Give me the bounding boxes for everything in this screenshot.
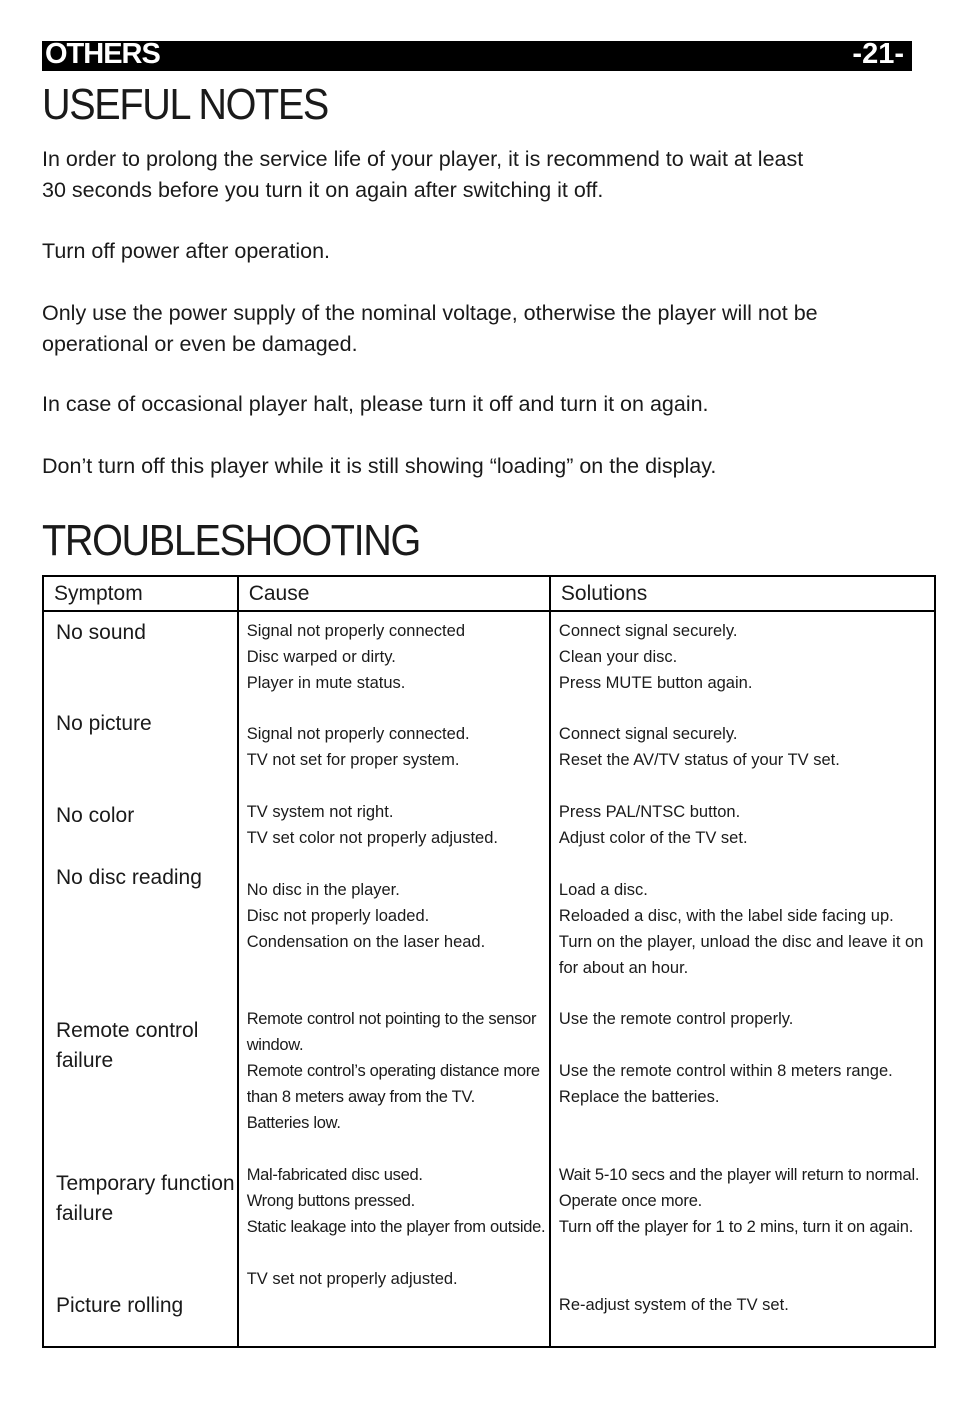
note-paragraph [42,236,922,267]
cause-no-color: TV system not right. TV set color not properly adjusted. [246,803,498,847]
troubleshooting-title: TROUBLESHOOTING [42,516,420,565]
symptom-column [43,611,238,1347]
useful-notes-title: USEFUL NOTES [42,80,328,129]
note-line: In order to prolong the service life of your player, it is recommend to wait at least [42,147,804,171]
solution-no-sound: Connect signal securely. Clean your disc. Press MUTE button again. [558,622,753,692]
note-paragraph [42,144,922,206]
symptom-temporary-function-failure: Temporary function failure [56,1172,235,1225]
solution-no-disc-reading: Load a disc. Reloaded a disc, with the label side facing up. Turn on the player, unload the disc and leave it on for about an hour. [558,881,924,977]
section-label: OTHERS [45,38,160,70]
symptom-no-disc-reading: No disc reading [56,866,202,889]
note-line: Turn off power after operation. [42,239,331,263]
solution-no-color: Press PAL/NTSC button. Adjust color of the TV set. [558,803,748,847]
note-line: Only use the power supply of the nominal voltage, otherwise the player will not be [42,301,818,325]
cause-no-picture: Signal not properly connected. TV not set for proper system. [246,725,470,769]
note-paragraph [42,389,922,420]
solution-temporary-function-failure: Wait 5-10 secs and the player will return to normal. Operate once more. Turn off the player for 1 to 2 mins, turn it on again. [558,1166,920,1236]
header-cause: Cause [238,576,550,611]
note-line: Don’t turn off this player while it is still showing “loading” on the display. [42,454,717,478]
solution-no-picture: Connect signal securely. Reset the AV/TV status of your TV set. [558,725,840,769]
cause-no-disc-reading: No disc in the player. Disc not properly loaded. Condensation on the laser head. [246,881,486,951]
cause-picture-rolling: TV set not properly adjusted. [246,1270,458,1288]
note-line: In case of occasional player halt, please turn it off and turn it on again. [42,392,709,416]
section-header-bar [42,38,912,71]
note-paragraph [42,298,922,360]
troubleshooting-table [42,575,936,1348]
table-body-row [43,611,935,1347]
symptom-picture-rolling: Picture rolling [56,1294,184,1317]
table-header-row [43,576,935,611]
note-line: operational or even be damaged. [42,332,358,356]
symptom-remote-control-failure: Remote control failure [56,1019,199,1072]
cause-remote-control-failure: Remote control not pointing to the sensor window. Remote control’s operating distance more than 8 meters away from the TV. Batteries low. [246,1010,540,1132]
page-number: -21- [852,38,904,70]
cause-column [238,611,550,1347]
solution-column [550,611,935,1347]
symptom-no-sound: No sound [56,621,146,644]
symptom-no-picture: No picture [56,712,152,735]
cause-no-sound: Signal not properly connected Disc warped or dirty. Player in mute status. [246,622,465,692]
header-symptom: Symptom [43,576,238,611]
note-line: 30 seconds before you turn it on again after switching it off. [42,178,604,202]
solution-picture-rolling: Re-adjust system of the TV set. [558,1296,789,1314]
cause-temporary-function-failure: Mal-fabricated disc used. Wrong buttons pressed. Static leakage into the player from outside. [246,1166,546,1236]
symptom-no-color: No color [56,804,135,827]
header-solutions: Solutions [550,576,935,611]
note-paragraph [42,451,922,482]
solution-remote-control-failure: Use the remote control properly. Use the remote control within 8 meters range. Replace the batteries. [558,1010,893,1106]
